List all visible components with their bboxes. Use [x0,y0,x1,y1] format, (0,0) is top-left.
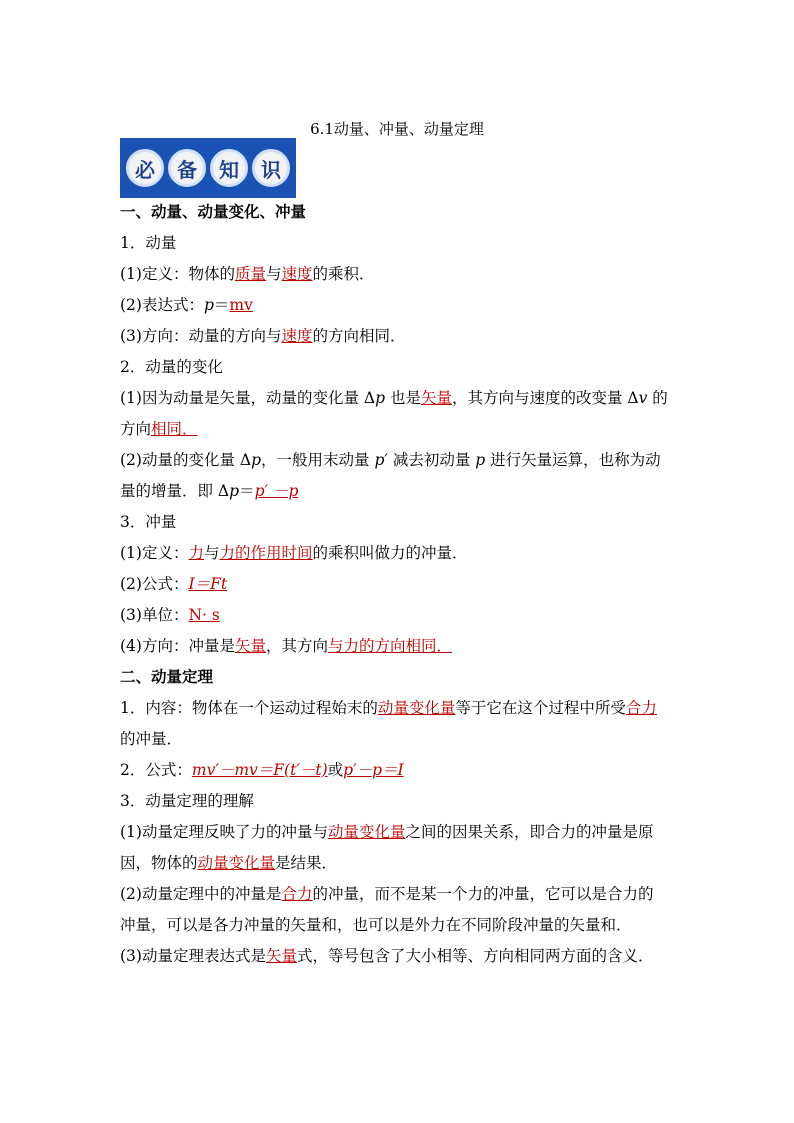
change-point-1-line-2 [120,419,198,439]
banner-char-4: 识 [252,149,290,187]
text: 或 [327,761,344,779]
text: 是结果． [275,854,338,872]
banner-char-3: 知 [210,149,248,187]
answer: I＝Ft [188,575,228,593]
impulse-definition [120,543,468,563]
text: 的方向相同． [312,327,406,345]
answer: 速度 [281,327,313,345]
answer: 矢量 [420,389,452,407]
answer: 矢量 [265,947,297,965]
subheading-momentum-change: 2．动量的变化 [120,358,223,376]
understanding-2-line-1 [120,884,654,904]
answer: mv′－mv＝F(t′－t) [191,761,328,779]
theorem-content-line-2: 的冲量． [120,730,183,748]
text: ，其方向与速度的改变量 Δ [451,389,639,407]
symbol: p′ [374,451,388,469]
answer: N· s [188,606,220,624]
answer: 力的作用时间 [219,544,313,562]
text: (2)公式： [120,575,189,593]
section-heading-2: 二、动量定理 [120,668,214,686]
symbol: p [375,389,386,407]
symbol: p [229,482,240,500]
change-point-2-line-1 [120,450,661,470]
momentum-definition [120,264,375,284]
page-title: 6.1动量、冲量、动量定理 [310,120,484,138]
text: (1)定义：物体的 [120,265,235,283]
text: ，其方向 [265,637,328,655]
answer: 与力的方向相同． [328,637,453,655]
text: (2)动量的变化量 Δ [120,451,252,469]
change-point-2-line-2 [120,481,298,501]
banner-char-1: 必 [126,149,164,187]
theorem-content-line-1 [120,698,657,718]
text: (3)动量定理表达式是 [120,947,266,965]
text: (1)因为动量是矢量，动量的变化量 Δ [120,389,376,407]
answer: 动量变化量 [197,854,276,872]
text: ，一般用末动量 [261,451,375,469]
answer: 速度 [281,265,313,283]
text: 等于它在这个过程中所受 [455,699,626,717]
text: 量的增量．即 Δ [120,482,230,500]
impulse-direction [120,636,452,656]
text: 与 [265,265,282,283]
banner-char-2: 备 [168,149,206,187]
text: 1．内容：物体在一个运动过程始末的 [120,699,378,717]
understanding-1-line-2 [120,853,337,873]
text: 的 [647,389,668,407]
text: (3)方向：动量的方向与 [120,327,282,345]
impulse-unit [120,605,220,625]
momentum-direction [120,326,406,346]
text: 之间的因果关系，即合力的冲量是原 [405,823,654,841]
answer: mv [229,296,253,314]
text: 因，物体的 [120,854,198,872]
text: 进行矢量运算，也称为动 [485,451,661,469]
understanding-2-line-2: 冲量，可以是各力冲量的矢量和，也可以是外力在不同阶段冲量的矢量和． [120,916,632,934]
text: 减去初动量 [387,451,476,469]
text: (2)表达式： [120,296,204,314]
text: 的乘积． [312,265,375,283]
text: (4)方向：冲量是 [120,637,235,655]
text: 方向 [120,420,152,438]
theorem-formula [120,760,404,780]
momentum-expression [120,295,253,315]
text: (1)定义： [120,544,189,562]
text: (2)动量定理中的冲量是 [120,885,282,903]
symbol: v [638,389,648,407]
answer: 相同． [151,420,198,438]
impulse-formula [120,574,227,594]
answer: 矢量 [234,637,266,655]
answer: 动量变化量 [377,699,456,717]
answer: p′－p＝I [343,761,404,779]
change-point-1-line-1 [120,388,668,408]
text: 2．公式： [120,761,192,779]
text: (3)单位： [120,606,189,624]
understanding-1-line-1 [120,822,654,842]
symbol: p [251,451,262,469]
text: 的冲量，而不是某一个力的冲量，它可以是合力的 [312,885,654,903]
essential-knowledge-banner [120,138,296,198]
text: ＝ [213,296,230,314]
text: 的乘积叫做力的冲量． [312,544,468,562]
answer: 质量 [234,265,266,283]
symbol: p [475,451,486,469]
subheading-theorem-understanding: 3．动量定理的理解 [120,792,254,810]
text: 与 [203,544,220,562]
section-heading-1: 一、动量、动量变化、冲量 [120,203,307,221]
subheading-impulse: 3．冲量 [120,513,177,531]
answer: 合力 [625,699,657,717]
text: ＝ [239,482,255,500]
answer: p′ －p [254,482,299,500]
text: 式，等号包含了大小相等、方向相同两方面的含义． [296,947,654,965]
understanding-3 [120,946,654,966]
answer: 动量变化量 [327,823,406,841]
subheading-momentum: 1．动量 [120,234,177,252]
text: 也是 [385,389,421,407]
answer: 合力 [281,885,313,903]
text: (1)动量定理反映了力的冲量与 [120,823,328,841]
answer: 力 [188,544,204,562]
symbol: p [203,296,214,314]
